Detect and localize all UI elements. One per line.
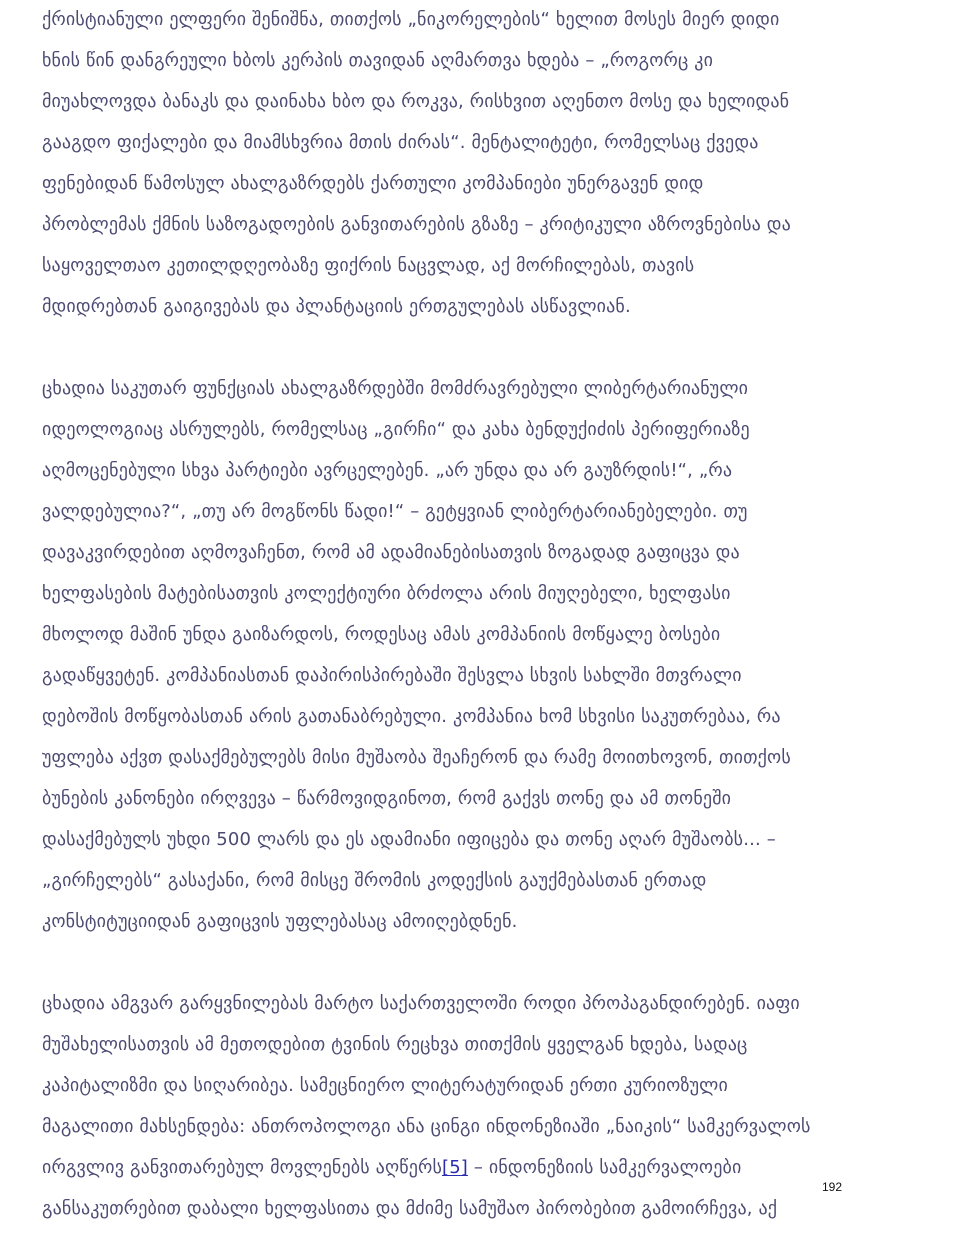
text-line-with-footnote [42, 1147, 922, 1188]
text-line: დასაქმებულს უხდი 500 ლარს და ეს ადამიანი იფიცება და თონე აღარ მუშაობს... – [42, 829, 776, 850]
page-number: 192 [822, 1180, 843, 1194]
text-line: ცხადია ამგვარ გარყვნილებას მარტო საქართველოში როდი პროპაგანდირებენ. იაფი [42, 993, 800, 1014]
text-line: გააგდო ფიქალები და მიამსხვრია მთის ძირას“. მენტალიტეტი, რომელსაც ქვედა [42, 132, 759, 153]
text-line: იდეოლოგიაც ასრულებს, რომელსაც „გირჩი“ და კახა ბენდუქიძის პერიფერიაზე [42, 419, 750, 440]
text-line: ხნის წინ დანგრეული ხბოს კერპის თავიდან აღმართვა ხდება – „როგორც კი [42, 50, 714, 71]
text-segment: – ინდონეზიის სამკერვალოები [467, 1157, 742, 1178]
text-line: მაგალითი მახსენდება: ანთროპოლოგი ანა ცინგი ინდონეზიაში „ნაიკის“ სამკერვალოს [42, 1116, 811, 1137]
text-line: კონსტიტუციიდან გაფიცვის უფლებასაც ამოიღებდნენ. [42, 911, 518, 932]
paragraph-spacer [42, 327, 922, 368]
paragraph-3 [42, 983, 922, 1229]
text-line: ხელფასების მატებისათვის კოლექტიური ბრძოლა არის მიუღებელი, ხელფასი [42, 583, 731, 604]
text-line: კაპიტალიზმი და სიღარიბეა. სამეცნიერო ლიტერატურიდან ერთი კურიოზული [42, 1075, 728, 1096]
text-line: ვალდებულია?“, „თუ არ მოგწონს წადი!“ – გეტყვიან ლიბერტარიანებელები. თუ [42, 501, 748, 522]
text-line: დავაკვირდებით აღმოვაჩენთ, რომ ამ ადამიანებისათვის ზოგადად გაფიცვა და [42, 542, 740, 563]
text-line: მხოლოდ მაშინ უნდა გაიზარდოს, როდესაც ამას კომპანიის მოწყალე ბოსები [42, 624, 721, 645]
text-line: მიუახლოვდა ბანაკს და დაინახა ხბო და როკვა, რისხვით აღენთო მოსე და ხელიდან [42, 91, 790, 112]
document-page [42, 0, 922, 1229]
text-line: მუშახელისათვის ამ მეთოდებით ტვინის რეცხვა თითქმის ყველგან ხდება, სადაც [42, 1034, 748, 1055]
text-line: „გირჩელებს“ გასაქანი, რომ მისცე შრომის კოდექსის გაუქმებასთან ერთად [42, 870, 707, 891]
text-segment: ირგვლივ განვითარებულ მოვლენებს აღწერს [42, 1157, 443, 1178]
paragraph-spacer [42, 942, 922, 983]
footnote-link[interactable]: [5] [442, 1157, 468, 1178]
paragraph-1 [42, 0, 922, 327]
text-line: მდიდრებთან გაიგივებას და პლანტაციის ერთგულებას ასწავლიან. [42, 296, 631, 317]
text-line: საყოველთაო კეთილდღეობაზე ფიქრის ნაცვლად, აქ მორჩილებას, თავის [42, 255, 695, 276]
text-line: განსაკუთრებით დაბალი ხელფასითა და მძიმე სამუშაო პირობებით გამოირჩევა, აქ [42, 1198, 778, 1219]
text-line: ქრისტიანული ელფერი შენიშნა, თითქოს „ნიკორელების“ ხელით მოსეს მიერ დიდი [42, 9, 780, 30]
text-line: ფენებიდან წამოსულ ახალგაზრდებს ქართული კომპანიები უნერგავენ დიდ [42, 173, 704, 194]
text-line: პრობლემას ქმნის საზოგადოების განვითარების გზაზე – კრიტიკული აზროვნებისა და [42, 214, 791, 235]
text-line: ბუნების კანონები ირღვევა – წარმოვიდგინოთ, რომ გაქვს თონე და ამ თონეში [42, 788, 732, 809]
text-line: უფლება აქვთ დასაქმებულებს მისი მუშაობა შეაჩერონ და რამე მოითხოვონ, თითქოს [42, 747, 791, 768]
text-line: აღმოცენებული სხვა პარტიები ავრცელებენ. „არ უნდა და არ გაუზრდის!“, „რა [42, 460, 733, 481]
text-line: ცხადია საკუთარ ფუნქციას ახალგაზრდებში მომძრავრებული ლიბერტარიანული [42, 378, 749, 399]
paragraph-2 [42, 368, 922, 942]
text-line: დებოშის მოწყობასთან არის გათანაბრებული. კომპანია ხომ სხვისი საკუთრებაა, რა [42, 706, 781, 727]
text-line: გადაწყვეტენ. კომპანიასთან დაპირისპირებაში შესვლა სხვის სახლში მთვრალი [42, 665, 742, 686]
